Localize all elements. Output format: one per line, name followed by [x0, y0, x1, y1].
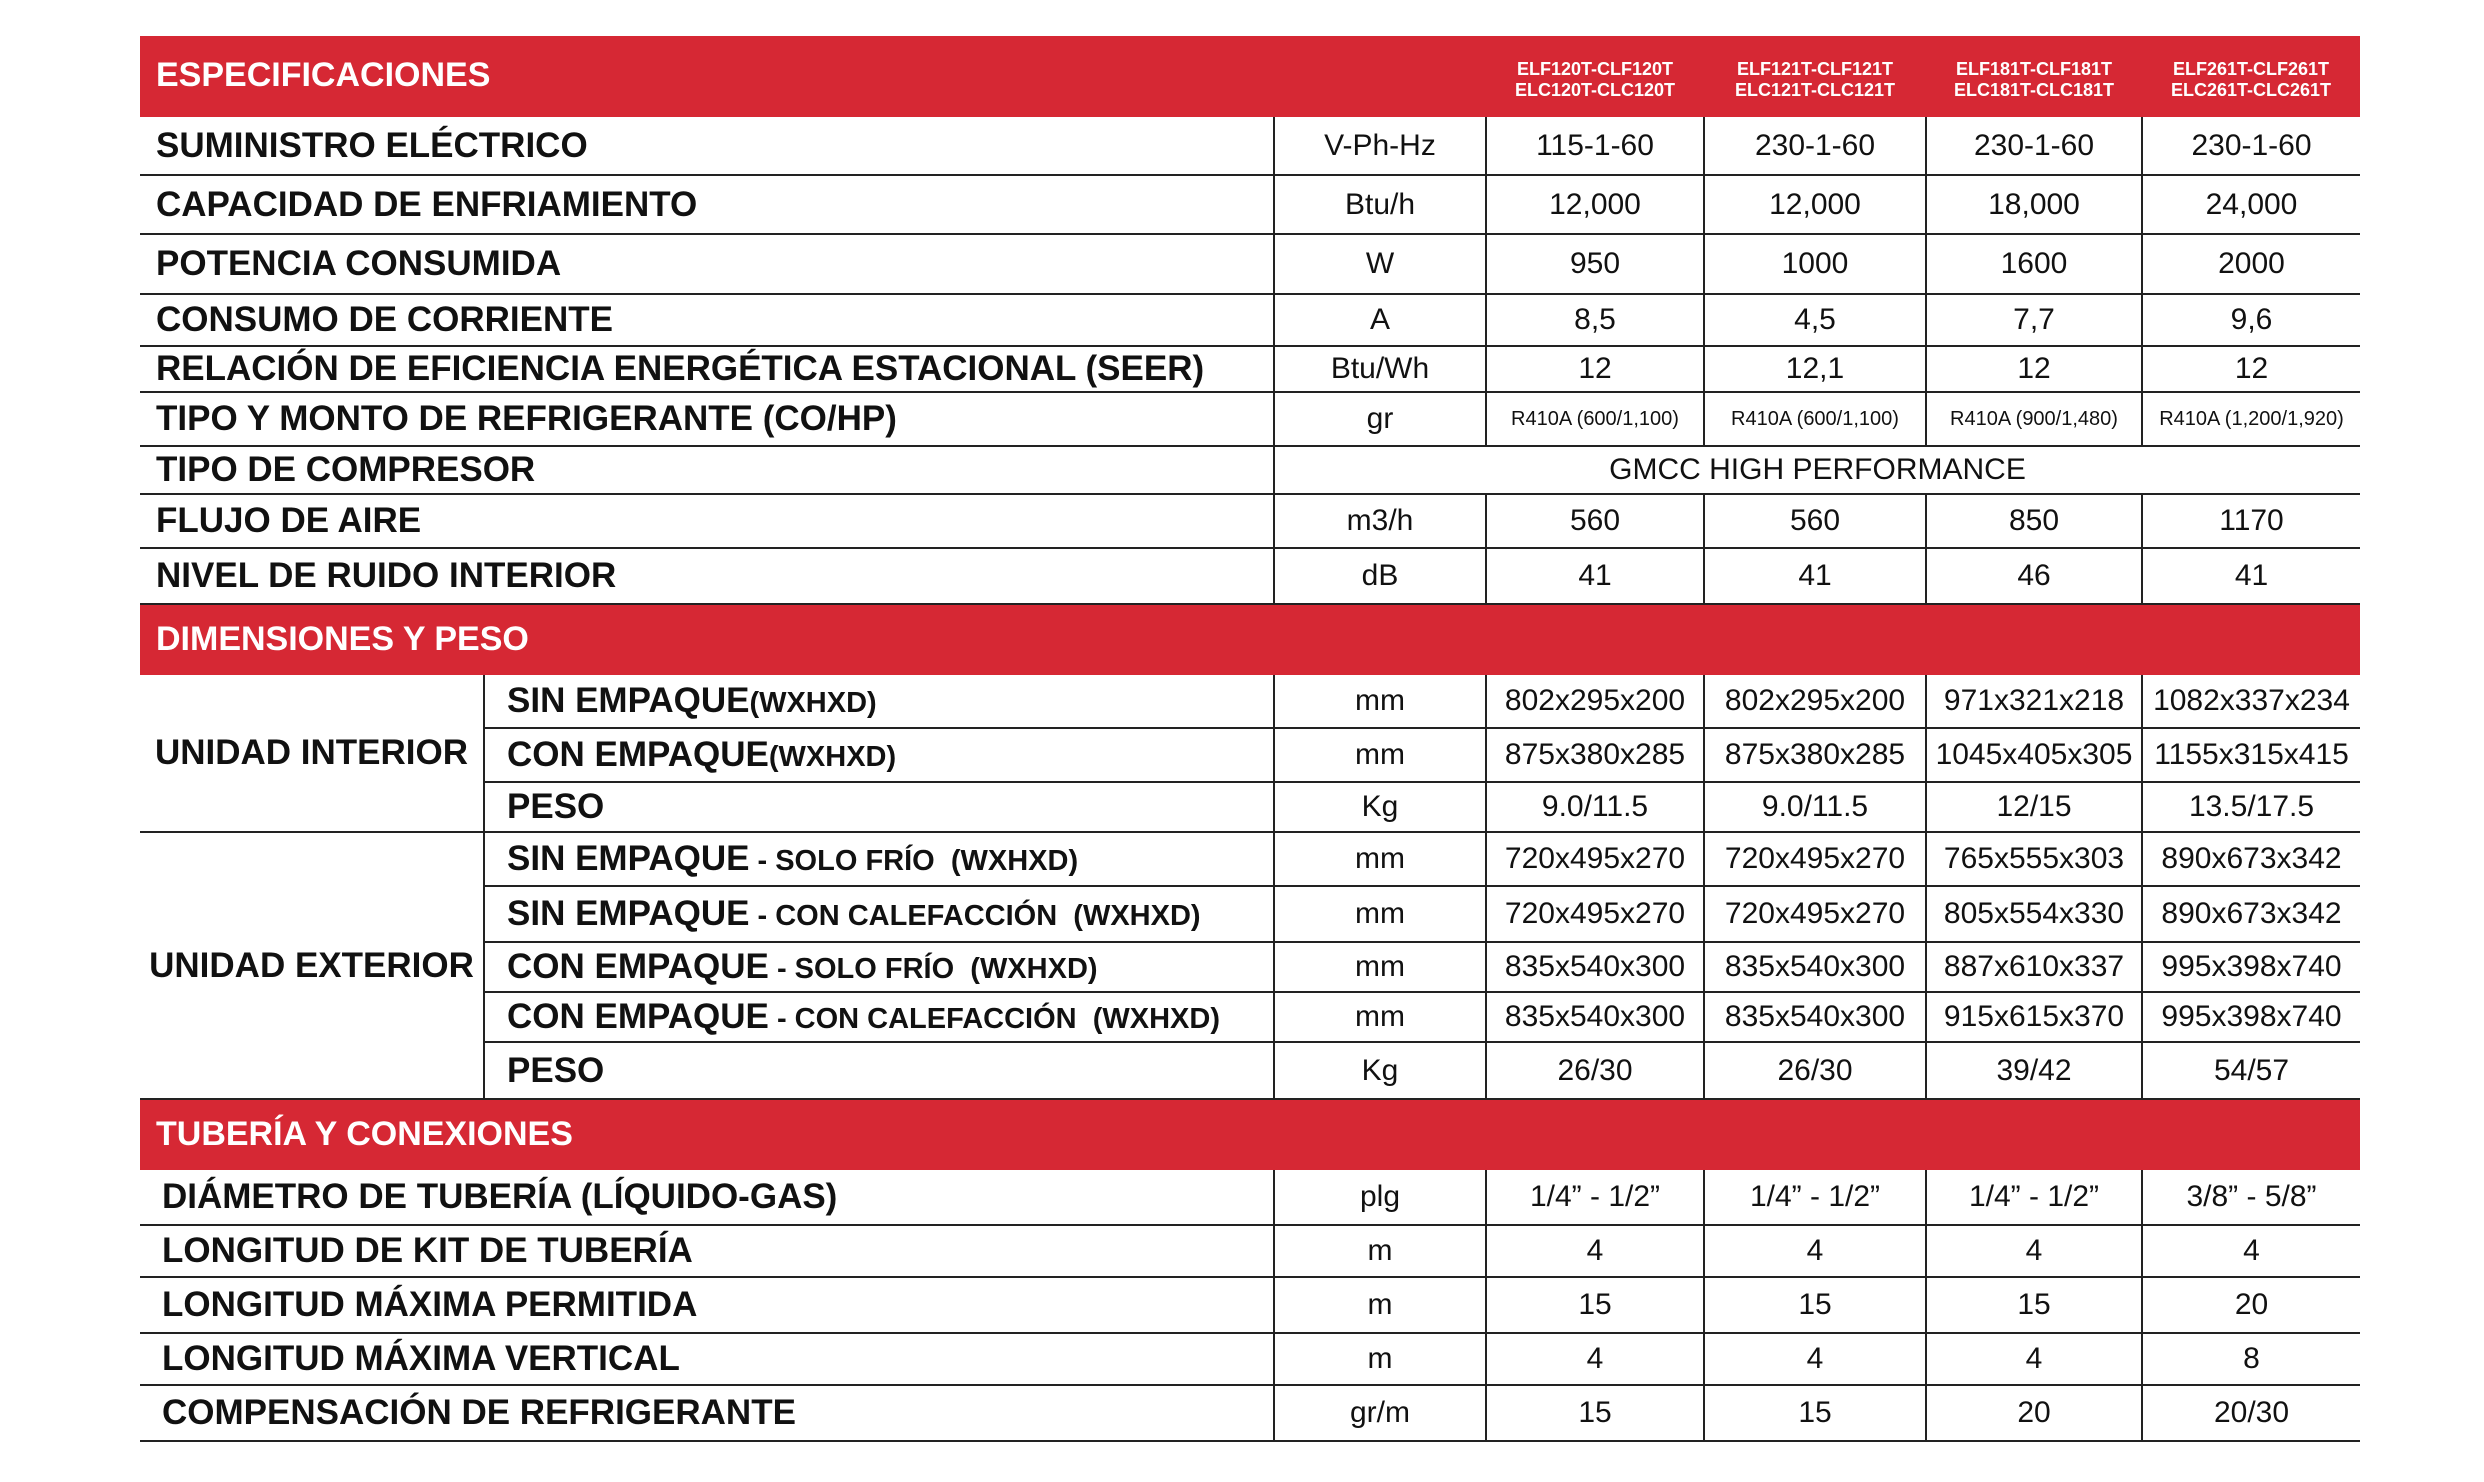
unit-cell: mm — [1274, 886, 1486, 942]
value-cell: 835x540x300 — [1486, 942, 1704, 992]
dimension-detail-label: (WXHXD) — [1073, 900, 1201, 932]
model-code: ELC181T-CLC181T — [1953, 79, 2115, 100]
value-cell: 1/4” - 1/2” — [1486, 1169, 1704, 1225]
dimension-label — [484, 1042, 1274, 1099]
value-cell: 9.0/11.5 — [1704, 782, 1926, 832]
dimension-mode-label: - CON CALEFACCIÓN — [757, 900, 1058, 932]
value-cell: 850 — [1926, 494, 2142, 548]
spec-label: CONSUMO DE CORRIENTE — [140, 294, 1274, 346]
value-cell: 15 — [1704, 1277, 1926, 1333]
model-code: ELC121T-CLC121T — [1734, 79, 1896, 100]
value-cell: 4 — [1486, 1333, 1704, 1385]
value-cell: 9.0/11.5 — [1486, 782, 1704, 832]
value-cell: 12 — [1926, 346, 2142, 392]
spec-label: NIVEL DE RUIDO INTERIOR — [140, 548, 1274, 604]
value-cell: 26/30 — [1704, 1042, 1926, 1099]
header-row — [140, 36, 2360, 116]
spec-label: SUMINISTRO ELÉCTRICO — [140, 116, 1274, 175]
value-cell: 12,000 — [1704, 175, 1926, 234]
section-row-dimensions — [140, 604, 2360, 674]
spec-row — [140, 446, 2360, 494]
specifications-table-body — [140, 36, 2360, 1441]
value-cell: 2000 — [2142, 234, 2360, 294]
value-cell: 971x321x218 — [1926, 674, 2142, 728]
spec-row — [140, 494, 2360, 548]
unit-cell: mm — [1274, 674, 1486, 728]
value-cell: 15 — [1926, 1277, 2142, 1333]
value-cell: 835x540x300 — [1704, 942, 1926, 992]
value-cell: 875x380x285 — [1704, 728, 1926, 782]
value-cell: 1170 — [2142, 494, 2360, 548]
dimension-main-label: SIN EMPAQUE — [507, 839, 750, 878]
section-title-piping: TUBERÍA Y CONEXIONES — [140, 1099, 2360, 1169]
merged-value-cell: GMCC HIGH PERFORMANCE — [1274, 446, 2360, 494]
dimension-detail-label: (WXHXD) — [1092, 1003, 1220, 1035]
value-cell: 15 — [1486, 1385, 1704, 1441]
piping-row — [140, 1225, 2360, 1277]
value-cell: 890x673x342 — [2142, 886, 2360, 942]
dimension-detail-label: (WXHXD) — [950, 845, 1079, 877]
unit-cell: Btu/h — [1274, 175, 1486, 234]
spec-label: TIPO DE COMPRESOR — [140, 446, 1274, 494]
value-cell: 720x495x270 — [1704, 886, 1926, 942]
value-cell: 12 — [1486, 346, 1704, 392]
model-code: ELF121T-CLF121T — [1736, 58, 1894, 79]
value-cell: 802x295x200 — [1704, 674, 1926, 728]
value-cell: 24,000 — [2142, 175, 2360, 234]
value-cell: 20/30 — [2142, 1385, 2360, 1441]
dimension-detail-label: (WXHXD) — [970, 953, 1098, 985]
spec-label: CAPACIDAD DE ENFRIAMIENTO — [140, 175, 1274, 234]
value-cell: 41 — [1486, 548, 1704, 604]
unit-cell: plg — [1274, 1169, 1486, 1225]
value-cell: 887x610x337 — [1926, 942, 2142, 992]
dimension-main-label: CON EMPAQUE — [507, 947, 769, 986]
value-cell: R410A (900/1,480) — [1926, 392, 2142, 446]
unit-cell: mm — [1274, 832, 1486, 886]
specifications-table — [140, 36, 2360, 1442]
value-cell: 4 — [1486, 1225, 1704, 1277]
value-cell: 230-1-60 — [1926, 116, 2142, 175]
unit-group-label: UNIDAD INTERIOR — [140, 674, 484, 832]
piping-row — [140, 1333, 2360, 1385]
value-cell: 7,7 — [1926, 294, 2142, 346]
value-cell: 26/30 — [1486, 1042, 1704, 1099]
dimension-main-label: PESO — [507, 1050, 605, 1090]
unit-cell: Kg — [1274, 1042, 1486, 1099]
value-cell: 4 — [1926, 1225, 2142, 1277]
unit-cell: Btu/Wh — [1274, 346, 1486, 392]
value-cell: 560 — [1486, 494, 1704, 548]
dimension-main-label: CON EMPAQUE — [507, 997, 769, 1036]
value-cell: R410A (600/1,100) — [1704, 392, 1926, 446]
value-cell: 835x540x300 — [1486, 992, 1704, 1042]
model-code: ELC261T-CLC261T — [2170, 79, 2332, 100]
unit-cell: Kg — [1274, 782, 1486, 832]
value-cell: 1600 — [1926, 234, 2142, 294]
value-cell: 4,5 — [1704, 294, 1926, 346]
spec-label: POTENCIA CONSUMIDA — [140, 234, 1274, 294]
unit-cell: m — [1274, 1333, 1486, 1385]
unit-cell: V-Ph-Hz — [1274, 116, 1486, 175]
value-cell: 230-1-60 — [2142, 116, 2360, 175]
unit-cell: mm — [1274, 992, 1486, 1042]
value-cell: 12,000 — [1486, 175, 1704, 234]
spec-row — [140, 294, 2360, 346]
value-cell: 915x615x370 — [1926, 992, 2142, 1042]
value-cell: 720x495x270 — [1486, 886, 1704, 942]
model-code: ELF120T-CLF120T — [1516, 58, 1674, 79]
value-cell: 1/4” - 1/2” — [1926, 1169, 2142, 1225]
unit-cell: gr — [1274, 392, 1486, 446]
dimension-label — [484, 992, 1274, 1042]
value-cell: 995x398x740 — [2142, 942, 2360, 992]
value-cell: 720x495x270 — [1704, 832, 1926, 886]
model-header — [1486, 36, 1704, 116]
value-cell: 805x554x330 — [1926, 886, 2142, 942]
unit-cell: mm — [1274, 728, 1486, 782]
model-header — [1704, 36, 1926, 116]
value-cell: 720x495x270 — [1486, 832, 1704, 886]
value-cell: 12 — [2142, 346, 2360, 392]
spec-row — [140, 346, 2360, 392]
value-cell: 20 — [2142, 1277, 2360, 1333]
value-cell: 4 — [1704, 1225, 1926, 1277]
dimension-main-label: SIN EMPAQUE — [507, 894, 750, 933]
spec-label: FLUJO DE AIRE — [140, 494, 1274, 548]
spec-row — [140, 548, 2360, 604]
unit-cell: A — [1274, 294, 1486, 346]
model-code: ELF261T-CLF261T — [2172, 58, 2330, 79]
piping-row — [140, 1277, 2360, 1333]
spec-row — [140, 392, 2360, 446]
dimension-main-label: PESO — [507, 787, 605, 826]
value-cell: 950 — [1486, 234, 1704, 294]
value-cell: 1000 — [1704, 234, 1926, 294]
value-cell: 12,1 — [1704, 346, 1926, 392]
dimension-mode-label: - SOLO FRÍO — [776, 953, 955, 985]
unit-cell: mm — [1274, 942, 1486, 992]
spec-label: TIPO Y MONTO DE REFRIGERANTE (CO/HP) — [140, 392, 1274, 446]
value-cell: 765x555x303 — [1926, 832, 2142, 886]
value-cell: R410A (1,200/1,920) — [2142, 392, 2360, 446]
dimension-mode-label: - SOLO FRÍO — [757, 845, 935, 877]
section-title-specifications: ESPECIFICACIONES — [140, 36, 1486, 116]
value-cell: 15 — [1704, 1385, 1926, 1441]
dimension-row — [140, 832, 2360, 886]
value-cell: 46 — [1926, 548, 2142, 604]
value-cell: 3/8” - 5/8” — [2142, 1169, 2360, 1225]
piping-label: LONGITUD MÁXIMA PERMITIDA — [140, 1277, 1274, 1333]
value-cell: 9,6 — [2142, 294, 2360, 346]
value-cell: 12/15 — [1926, 782, 2142, 832]
piping-label: DIÁMETRO DE TUBERÍA (LÍQUIDO-GAS) — [140, 1169, 1274, 1225]
value-cell: 4 — [2142, 1225, 2360, 1277]
value-cell: 8,5 — [1486, 294, 1704, 346]
value-cell: 39/42 — [1926, 1042, 2142, 1099]
value-cell: 18,000 — [1926, 175, 2142, 234]
spec-row — [140, 116, 2360, 175]
value-cell: 20 — [1926, 1385, 2142, 1441]
dimension-label — [484, 782, 1274, 832]
piping-row — [140, 1385, 2360, 1441]
spec-row — [140, 234, 2360, 294]
value-cell: 1/4” - 1/2” — [1704, 1169, 1926, 1225]
dimension-detail-label: (WXHXD) — [768, 741, 897, 773]
value-cell: 995x398x740 — [2142, 992, 2360, 1042]
value-cell: 41 — [1704, 548, 1926, 604]
value-cell: 1045x405x305 — [1926, 728, 2142, 782]
piping-row — [140, 1169, 2360, 1225]
dimension-label — [484, 674, 1274, 728]
unit-cell: W — [1274, 234, 1486, 294]
section-row-piping — [140, 1099, 2360, 1169]
dimension-label — [484, 942, 1274, 992]
spec-label: RELACIÓN DE EFICIENCIA ENERGÉTICA ESTACIONAL (SEER) — [140, 346, 1274, 392]
value-cell: 115-1-60 — [1486, 116, 1704, 175]
dimension-label — [484, 832, 1274, 886]
unit-cell: dB — [1274, 548, 1486, 604]
dimension-detail-label: (WXHXD) — [749, 687, 877, 719]
piping-label: COMPENSACIÓN DE REFRIGERANTE — [140, 1385, 1274, 1441]
unit-group-label: UNIDAD EXTERIOR — [140, 832, 484, 1099]
unit-cell: gr/m — [1274, 1385, 1486, 1441]
model-code: ELF181T-CLF181T — [1955, 58, 2113, 79]
dimension-main-label: SIN EMPAQUE — [507, 681, 750, 720]
unit-cell: m3/h — [1274, 494, 1486, 548]
unit-cell: m — [1274, 1277, 1486, 1333]
dimension-mode-label: - CON CALEFACCIÓN — [776, 1003, 1077, 1035]
piping-label: LONGITUD DE KIT DE TUBERÍA — [140, 1225, 1274, 1277]
value-cell: 8 — [2142, 1333, 2360, 1385]
value-cell: 802x295x200 — [1486, 674, 1704, 728]
value-cell: 835x540x300 — [1704, 992, 1926, 1042]
value-cell: 230-1-60 — [1704, 116, 1926, 175]
unit-cell: m — [1274, 1225, 1486, 1277]
dimension-label — [484, 886, 1274, 942]
value-cell: 560 — [1704, 494, 1926, 548]
piping-label: LONGITUD MÁXIMA VERTICAL — [140, 1333, 1274, 1385]
section-title-dimensions: DIMENSIONES Y PESO — [140, 604, 2360, 674]
value-cell: 4 — [1926, 1333, 2142, 1385]
value-cell: R410A (600/1,100) — [1486, 392, 1704, 446]
model-header — [1926, 36, 2142, 116]
dimension-row — [140, 674, 2360, 728]
value-cell: 4 — [1704, 1333, 1926, 1385]
value-cell: 875x380x285 — [1486, 728, 1704, 782]
value-cell: 15 — [1486, 1277, 1704, 1333]
model-header — [2142, 36, 2360, 116]
value-cell: 890x673x342 — [2142, 832, 2360, 886]
value-cell: 54/57 — [2142, 1042, 2360, 1099]
spec-row — [140, 175, 2360, 234]
model-code: ELC120T-CLC120T — [1514, 79, 1676, 100]
dimension-main-label: CON EMPAQUE — [507, 735, 769, 774]
value-cell: 1155x315x415 — [2142, 728, 2360, 782]
value-cell: 13.5/17.5 — [2142, 782, 2360, 832]
value-cell: 1082x337x234 — [2142, 674, 2360, 728]
value-cell: 41 — [2142, 548, 2360, 604]
dimension-label — [484, 728, 1274, 782]
